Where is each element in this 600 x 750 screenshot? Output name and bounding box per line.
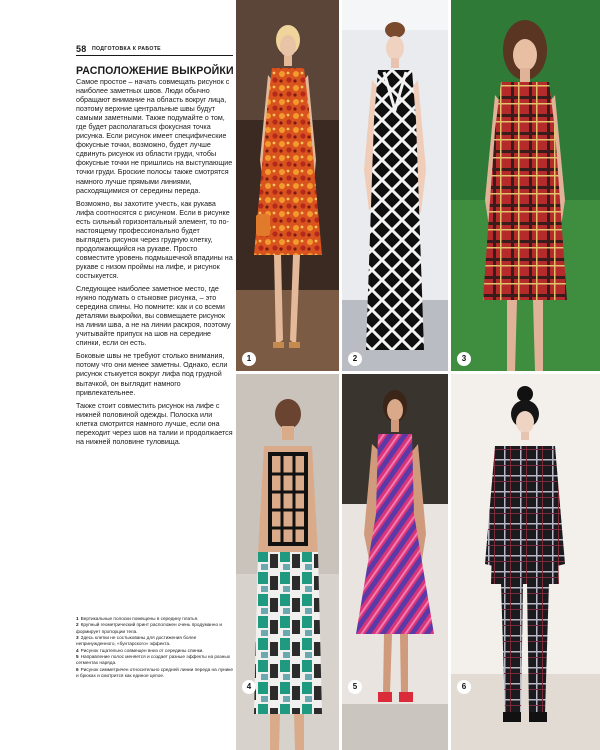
caption: 6 Рисунок симметричен относительно средней линии переда на лунике и брюках и смотрится как единое целое. bbox=[76, 666, 233, 679]
paragraph: Также стоит совместить рисунок на лифе с нижней половиной одежды. Полоска или клетка смотрится намного лучше, если она переходит через шов на талии и продолжается на нижней половине туловища. bbox=[76, 401, 233, 446]
photo-badge: 4 bbox=[242, 680, 256, 694]
photo-3 bbox=[451, 0, 600, 371]
caption: 4 Рисунок тщательно совмещен вниз от середины спинки. bbox=[76, 647, 204, 653]
article-title: РАСПОЛОЖЕНИЕ ВЫКРОЙКИ bbox=[76, 65, 234, 77]
text-column bbox=[0, 0, 236, 750]
photo-6 bbox=[451, 374, 600, 750]
photo-grid bbox=[236, 0, 600, 750]
paragraph: Следующее наиболее заметное место, где нужно подумать о стыковке рисунка, – это середина спины. Но помните: как и со всеми деталями выкройки, вы совмещаете рисунок на линии шва, а не на линии раскроя, поэтому учитывайте припуск на шов на середине спинки, если он есть. bbox=[76, 285, 231, 348]
photo-badge: 5 bbox=[348, 680, 362, 694]
header-rule bbox=[76, 55, 233, 56]
section-title: ПОДГОТОВКА К РАБОТЕ bbox=[92, 46, 161, 52]
photo-5 bbox=[342, 374, 448, 750]
photo-badge: 6 bbox=[457, 680, 471, 694]
photo-badge: 1 bbox=[242, 352, 256, 366]
caption: 1 Вертикальные полоски помещены в середину платья. bbox=[76, 616, 199, 621]
photo-badge: 3 bbox=[457, 352, 471, 366]
page-number: 58 bbox=[76, 44, 87, 54]
article-body bbox=[76, 78, 234, 451]
caption: 2 Крупный геометрический принт расположен очень продуманно и формирует пропорции тела. bbox=[76, 622, 222, 634]
photo-badge: 2 bbox=[348, 352, 362, 366]
paragraph: Возможно, вы захотите учесть, как рукава лифа соотносятся с рисунком. Если в рисунке есть сильный горизонтальный элемент, то по-настоящему профессионально будет выглядеть рисунок через грудную клетку, продолжающийся на рукаве. Просто совместите уровень подмышечной впадины на рукаве с низом проймы на лифе, и рисунок состыкуется. bbox=[76, 199, 233, 280]
caption: 5 Направление полос меняется и создает разные эффекты на разных сегментах наряда. bbox=[76, 654, 231, 666]
caption: 3 Здесь клетки не состыкованы для достижения более непринужденного, «бунтарского» эффекта. bbox=[76, 635, 197, 647]
photo-2 bbox=[342, 0, 448, 371]
paragraph: Самое простое – начать совмещать рисунок с наиболее заметных швов. Люди обычно обращают внимание на область вокруг лица, поэтому верхние центральные швы будут самыми заметными. Также подумайте о том, где будет располагаться фокусная точка рисунка. Если рисунок имеет специфические фокусные точки, возможно, будет лучше сдвинуть рисунок из области груди, чтобы фокусные точки не пришлись на выступающие точки груди. Броские полосы также смотрятся намного лучше прямыми линиями, расходящимися от середины переда. bbox=[76, 78, 233, 195]
photo-1 bbox=[236, 0, 339, 371]
photo-captions bbox=[76, 616, 236, 679]
photo-4 bbox=[236, 374, 339, 750]
paragraph: Боковые швы не требуют столько внимания, потому что они менее заметны. Однако, если рисунок стыкуется вокруг лифа под грудной вытачкой, он выглядит намного привлекательнее. bbox=[76, 352, 228, 397]
